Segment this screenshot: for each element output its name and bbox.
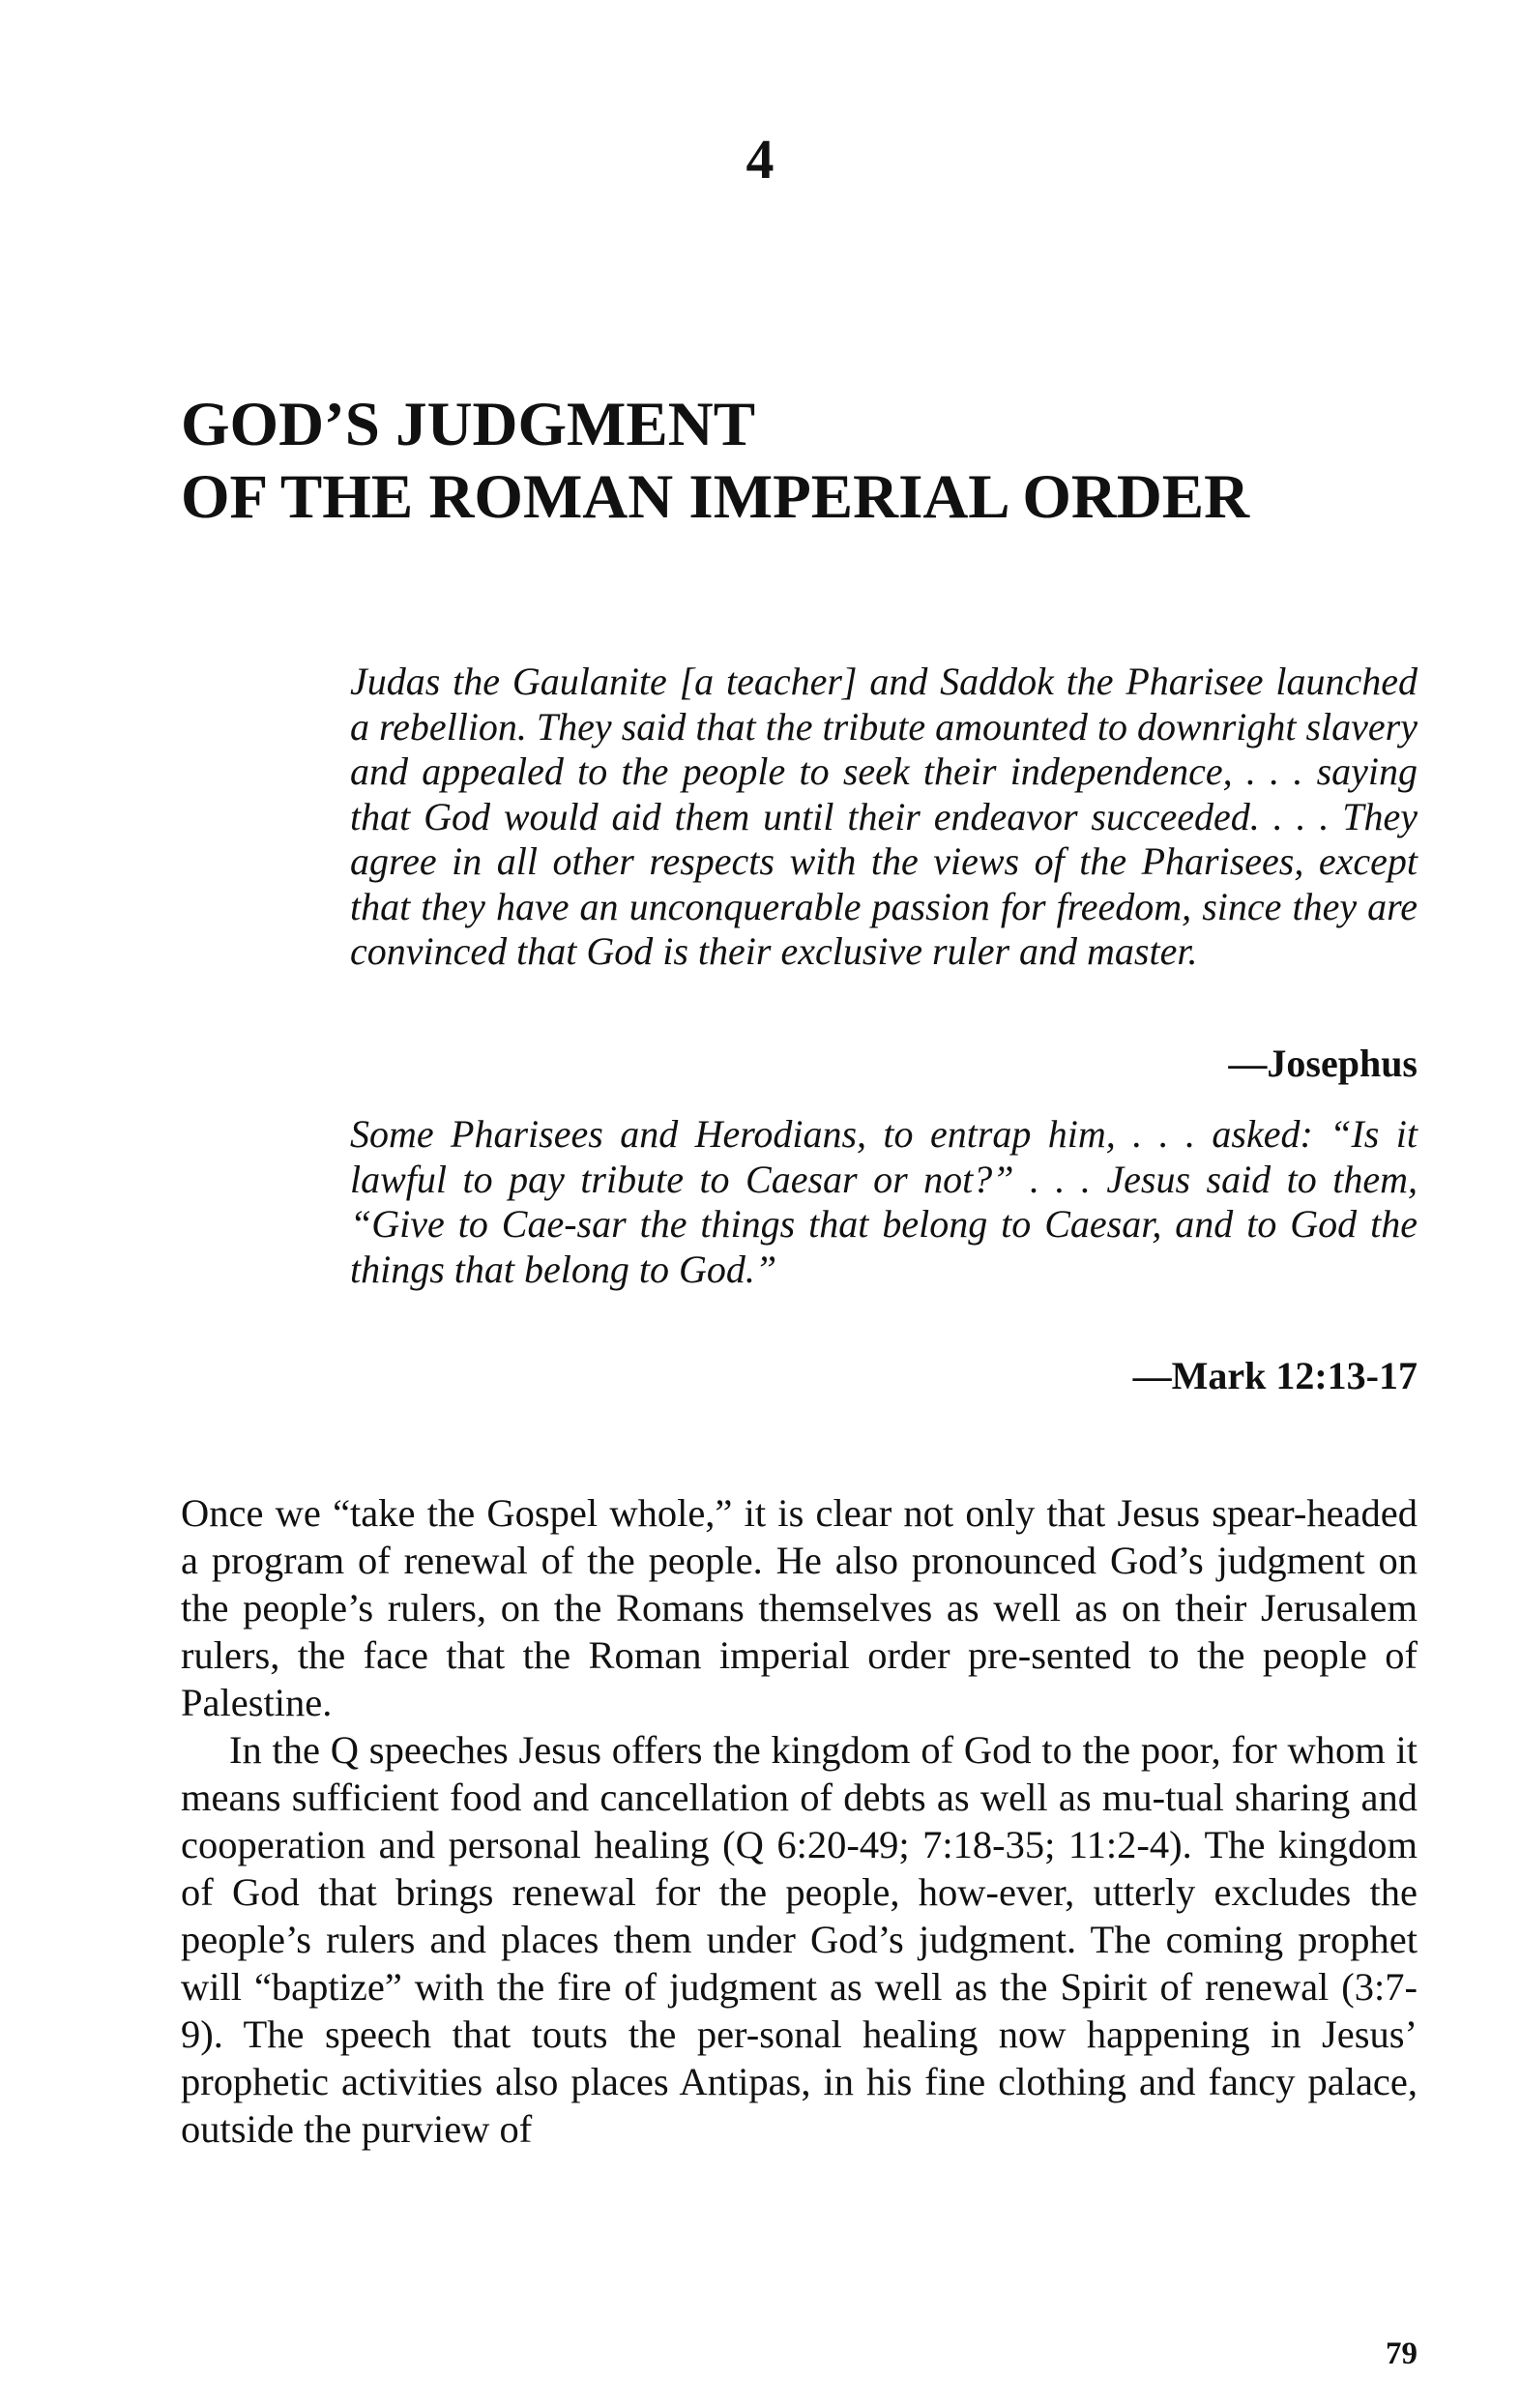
- epigraph-josephus: Judas the Gaulanite [a teacher] and Saddok the Pharisee launched a rebellion. They said that the tribute amounted to downright slavery and appealed to the people to seek their independence, . . . saying that God would aid them until their endeavor succeeded. . . . They agree in all other respects with the views of the Pharisees, except that they have an unconquerable passion for freedom, since they are convinced that God is their exclusive ruler and master.: [350, 660, 1418, 973]
- chapter-title-line-2: OF THE ROMAN IMPERIAL ORDER: [181, 462, 1250, 532]
- page-number: 79: [1386, 2336, 1418, 2371]
- body-paragraph-1: Once we “take the Gospel whole,” it is clear not only that Jesus spear-headed a program of renewal of the people. He also pronounced God’s judgment on the people’s rulers, on the Romans themselves as well as on their Jerusalem rulers, the face that the Roman imperial order pre-sented to the people of Palestine.: [181, 1491, 1418, 1724]
- chapter-title-line-1: GOD’S JUDGMENT: [181, 390, 756, 459]
- epigraph-mark: Some Pharisees and Herodians, to entrap him, . . . asked: “Is it lawful to pay tribute to Caesar or not?” . . . Jesus said to them, “Give to Cae-sar the things that belong to Caesar, and to God the things that belong to God.”: [350, 1112, 1418, 1291]
- epigraph-attribution-josephus: —Josephus: [1228, 1042, 1418, 1085]
- chapter-title: [181, 389, 1438, 534]
- body-paragraph-2: In the Q speeches Jesus offers the kingdom of God to the poor, for whom it means sufficient food and cancellation of debts as well as mu-tual sharing and cooperation and personal healing (Q 6:20-49; 7:18-35; 11:2-4). The kingdom of God that brings renewal for the people, how-ever, utterly excludes the people’s rulers and places them under God’s judgment. The coming prophet will “baptize” with the fire of judgment as well as the Spirit of renewal (3:7-9). The speech that touts the per-sonal healing now happening in Jesus’ prophetic activities also places Antipas, in his fine clothing and fancy palace, outside the purview of: [181, 1728, 1418, 2151]
- chapter-number: 4: [745, 128, 775, 191]
- body-text: [181, 1489, 1418, 2153]
- epigraph-attribution-mark: —Mark 12:13-17: [1132, 1354, 1418, 1397]
